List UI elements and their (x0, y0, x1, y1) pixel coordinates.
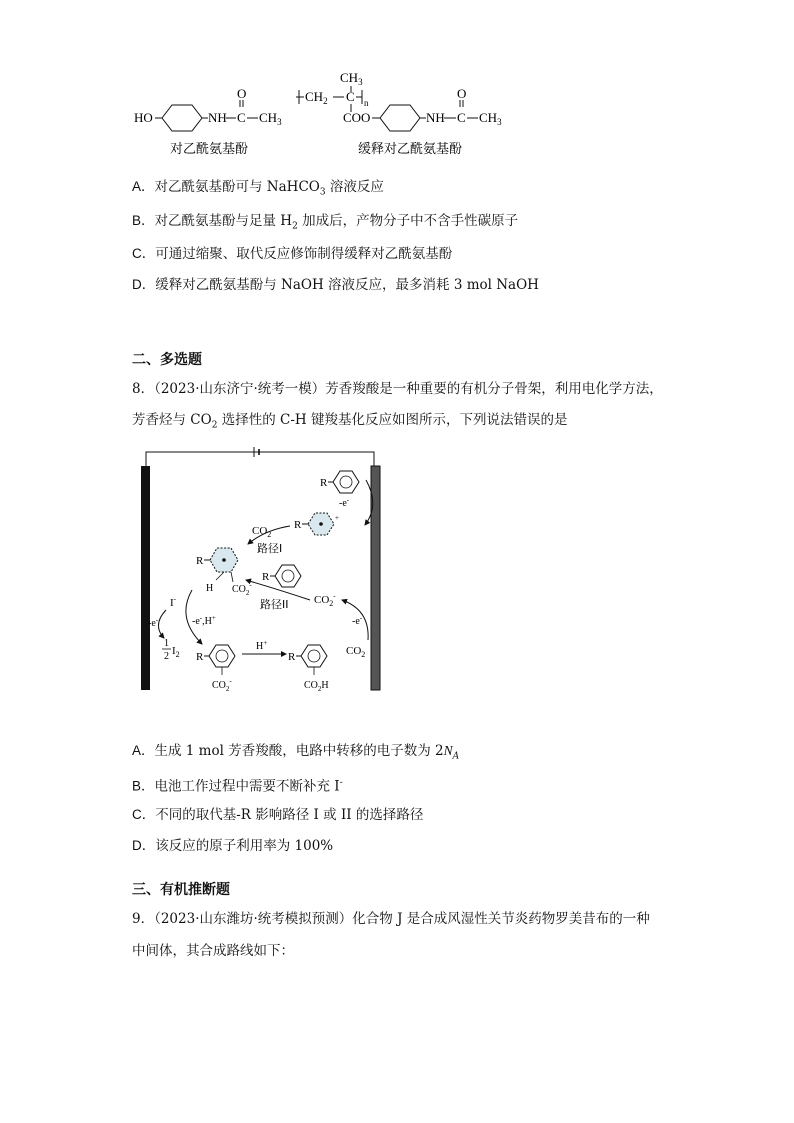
path1-label: 路径I (257, 542, 283, 555)
carbonyl-o-label: O (237, 86, 247, 101)
polymer-c-label: C (346, 89, 355, 104)
co2-label-2: $CO_2$ (346, 645, 366, 659)
caption-right: 缓释对乙酰氨基酚 (358, 142, 463, 157)
path2-arrow (246, 580, 310, 600)
carbonyl-c-label: C (237, 110, 246, 125)
iodide-oxidation-arrow (158, 610, 166, 638)
section-organic-inference-title: 三、有机推断题 (132, 882, 230, 898)
q7-option-a: A．对乙酰氨基酚可与 NaHCO$_3$ 溶液反应 (132, 179, 384, 198)
acid-ring (301, 645, 327, 667)
half-den: 2 (164, 651, 169, 662)
benzene-ring-left (162, 105, 202, 131)
co2-radical-label: $CO_2^-$ (314, 592, 336, 608)
q9-line1: 9．（2023·山东潍坊·统考模拟预测）化合物 J 是合成风湿性关节炎药物罗美昔布的一种 (132, 911, 650, 927)
r-label-5: R (196, 651, 204, 663)
co2h-label: $CO_2H$ (304, 680, 329, 693)
r-label-1: R (320, 477, 328, 489)
e-h-label: -e-,H+ (192, 614, 216, 627)
electrode-left (141, 466, 150, 690)
iodide-label: I- (170, 595, 177, 609)
electrochem-diagram (130, 440, 390, 695)
ch3-top-label: $CH_3$ (340, 70, 363, 87)
h-plus-label: H+ (256, 639, 268, 652)
ho-label: HO (134, 110, 153, 125)
q7-option-b: B．对乙酰氨基酚与足量 $H_2$ 加成后，产物分子中不含手性碳原子 (132, 213, 519, 232)
q8-line1: 8．（2023·山东济宁·统考一模）芳香羧酸是一种重要的有机分子骨架，利用电化学方法， (132, 381, 663, 397)
half-num: 1 (164, 638, 169, 649)
q7-option-c: C．可通过缩聚、取代反应修饰制得缓释对乙酰氨基酚 (132, 246, 453, 262)
svg-text:+: + (335, 514, 339, 522)
n-subscript: n (364, 98, 369, 108)
carboxylate-ring (209, 645, 235, 667)
benzene-ring-right (380, 105, 420, 131)
path2-label: 路径II (260, 598, 289, 611)
carbonyl-o-label-right: O (457, 86, 467, 101)
minus-e-label-2: -e- (352, 614, 363, 627)
carbonyl-c-label-right: C (457, 110, 466, 125)
structures-figure (0, 60, 794, 165)
arene-ring-2 (275, 565, 301, 587)
nh-label: NH (208, 110, 227, 125)
minus-e-label-3: -e- (148, 616, 159, 629)
r-label-3: R (196, 555, 204, 567)
q8-option-a: A．生成 1 mol 芳香羧酸，电路中转移的电子数为 $2N_A$ (132, 743, 460, 762)
q7-option-d: D．缓释对乙酰氨基酚与 NaOH 溶液反应，最多消耗 3 mol NaOH (132, 277, 539, 293)
q9-line2: 中间体，其合成路线如下： (132, 943, 294, 959)
paracetamol-structure (134, 86, 282, 157)
q8-option-b: B．电池工作过程中需要不断补充 I- (132, 778, 343, 795)
minus-e-label-1: -e- (339, 496, 350, 509)
circuit-wire (146, 452, 374, 468)
section-multi-choice-title: 二、多选题 (132, 352, 202, 368)
co2-label-1: $CO_2$ (252, 525, 272, 539)
r-label-6: R (288, 651, 296, 663)
q8-option-d: D．该反应的原子利用率为 100% (132, 838, 334, 854)
carboxylate-label: $CO_2^-$ (212, 677, 232, 693)
arene-ring-1 (333, 471, 359, 493)
coo-label: COO (343, 110, 371, 125)
nh-label-right: NH (426, 110, 445, 125)
h-label: H (206, 583, 214, 594)
polymer-structure (296, 70, 502, 157)
co2-minus-label: $CO_2^-$ (232, 581, 252, 597)
q8-line2: 芳香烃与 $CO_2$ 选择性的 C-H 键羧基化反应如图所示，下列说法错误的是 (132, 412, 568, 431)
q8-option-c: C．不同的取代基-R 影响路径 I 或 II 的选择路径 (132, 807, 424, 823)
caption-left: 对乙酰氨基酚 (170, 142, 249, 157)
r-label-2: R (294, 519, 302, 531)
ch3-label-right: $CH_3$ (479, 110, 502, 127)
r-label-4: R (262, 571, 270, 583)
i2-label: $I_2$ (172, 645, 180, 659)
ch2-label: $CH_2$ (305, 89, 328, 106)
ch3-label: $CH_3$ (259, 110, 282, 127)
